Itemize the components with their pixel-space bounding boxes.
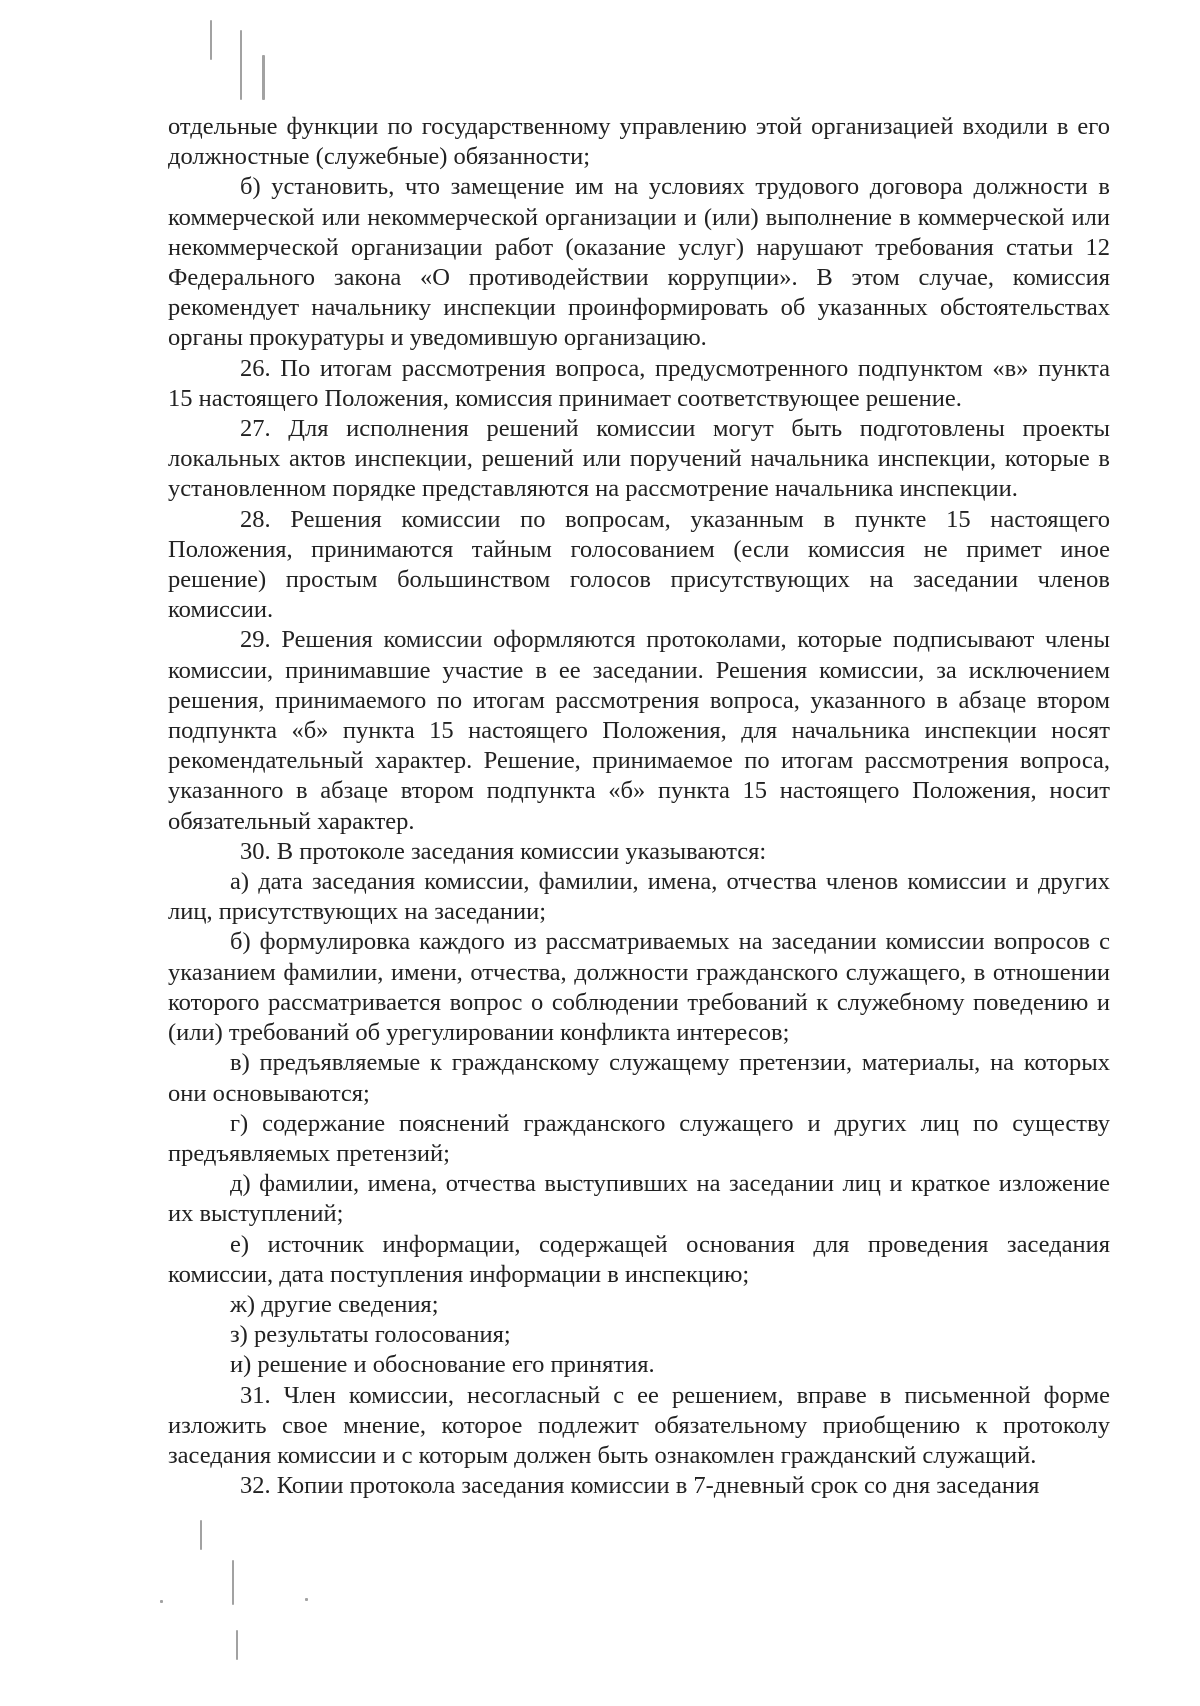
scan-artifact-mark — [236, 1630, 238, 1660]
list-item-g: г) содержание пояснений гражданского служащего и других лиц по существу предъявляемых претензий; — [168, 1109, 1110, 1167]
paragraph-27: 27. Для исполнения решений комиссии могут быть подготовлены проекты локальных актов инспекции, решений или поручений начальника инспекции, которые в установленном порядке представляются на рассмотрение начальника инспекции. — [168, 415, 1110, 503]
list-item-zh: ж) другие сведения; — [230, 1290, 439, 1318]
list-item-i: и) решение и обоснование его принятия. — [230, 1351, 655, 1379]
paragraph-25-b: б) установить, что замещение им на условиях трудового договора должности в коммерческой или некоммерческой организации и (или) выполнение в коммерческой или некоммерческой организации работ (оказание услуг) нарушают требования статьи 12 Федерального закона «О противодействии коррупции». В этом случае, комиссия рекомендует начальнику инспекции проинформировать об указанных обстоятельствах органы прокуратуры и уведомившую организацию. — [168, 173, 1110, 352]
paragraph-30: 30. В протоколе заседания комиссии указываются: — [240, 837, 767, 865]
paragraph-32: 32. Копии протокола заседания комиссии в 7-дневный срок со дня заседания — [240, 1472, 1040, 1500]
paragraph-26: 26. По итогам рассмотрения вопроса, предусмотренного подпунктом «в» пункта 15 настоящего Положения, комиссия принимает соответствующее решение. — [168, 354, 1110, 412]
scan-artifact-mark — [160, 1600, 163, 1603]
scan-artifact-mark — [210, 20, 212, 60]
list-item-e: е) источник информации, содержащей основания для проведения заседания комиссии, дата поступления информации в инспекцию; — [168, 1230, 1110, 1288]
scan-artifact-mark — [232, 1560, 234, 1605]
list-item-z: з) результаты голосования; — [230, 1321, 511, 1349]
paragraph-29: 29. Решения комиссии оформляются протоколами, которые подписывают члены комиссии, принимавшие участие в ее заседании. Решения комиссии, за исключением решения, принимаемого по итогам рассмотрения вопроса, указанного в абзаце втором подпункта «б» пункта 15 настоящего Положения, для начальника инспекции носят рекомендательный характер. Решение, принимаемое по итогам рассмотрения вопроса, указанного в абзаце втором подпункта «б» пункта 15 настоящего Положения, носит обязательный характер. — [168, 626, 1110, 835]
list-item-a: а) дата заседания комиссии, фамилии, имена, отчества членов комиссии и других лиц, присутствующих на заседании; — [168, 868, 1110, 926]
scan-artifact-mark — [200, 1520, 202, 1550]
paragraph-31: 31. Член комиссии, несогласный с ее решением, вправе в письменной форме изложить свое мнение, которое подлежит обязательному приобщению к протоколу заседания комиссии и с которым должен быть ознакомлен гражданский служащий. — [168, 1381, 1110, 1469]
scan-artifact-mark — [262, 55, 265, 100]
list-item-v: в) предъявляемые к гражданскому служащему претензии, материалы, на которых они основываются; — [168, 1049, 1110, 1107]
list-item-d: д) фамилии, имена, отчества выступивших на заседании лиц и краткое изложение их выступлений; — [168, 1170, 1110, 1228]
scan-artifact-mark — [240, 30, 242, 100]
document-page — [168, 112, 1110, 1501]
scan-artifact-mark — [305, 1598, 308, 1601]
list-item-b: б) формулировка каждого из рассматриваемых на заседании комиссии вопросов с указанием фамилии, имени, отчества, должности гражданского служащего, в отношении которого рассматривается вопрос о соблюдении требований к служебному поведению и (или) требований об урегулировании конфликта интересов; — [168, 928, 1110, 1047]
paragraph-continuation: отдельные функции по государственному управлению этой организацией входили в его должностные (служебные) обязанности; — [168, 113, 1110, 171]
paragraph-28: 28. Решения комиссии по вопросам, указанным в пункте 15 настоящего Положения, принимаются тайным голосованием (если комиссия не примет иное решение) простым большинством голосов присутствующих на заседании членов комиссии. — [168, 505, 1110, 624]
